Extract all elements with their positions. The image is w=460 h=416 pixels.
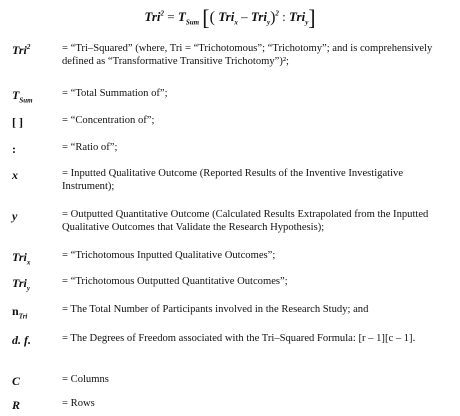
definition-text: = The Degrees of Freedom associated with the Tri–Squared Formula: [r – 1][c – 1]. (62, 333, 416, 344)
close-bracket: ] (308, 5, 316, 30)
definition-text: = Outputted Quantitative Outcome (Calculated Results Extrapolated from the Inputted Qualitative Outcomes that Validate the Research Hypothesis); (62, 209, 429, 233)
definition-text: = “Tri–Squared” (where, Tri = “Trichotomous”; “Trichotomy”; and is comprehensively defined as “Transformative Transitive Trichotomy”)²; (62, 43, 433, 67)
definition-symbol: C (12, 374, 21, 388)
open-bracket: [ (202, 5, 210, 30)
definition-text: = “Concentration of”; (62, 115, 155, 126)
close-paren: ) (270, 9, 276, 26)
formula-equals: = (167, 9, 175, 24)
definition-symbol: x (12, 168, 18, 182)
definition-text: = Rows (62, 398, 95, 409)
definition-symbol: Tri$^2$ (12, 43, 31, 57)
formula-sum: $T_{Sum}$ (177, 9, 200, 27)
definition-symbol: Tri$_y$ (12, 276, 30, 293)
definition-text: = “Ratio of”; (62, 142, 118, 153)
definition-symbol: Tri$_x$ (12, 250, 31, 267)
definition-symbol: : (12, 142, 16, 156)
formula-tri-x: Tri$_x$ (218, 9, 238, 27)
open-paren: ( (209, 9, 215, 26)
definition-text: = Inputted Qualitative Outcome (Reported Results of the Inventive Investigative Instrument); (62, 168, 404, 192)
formula-minus: – (241, 9, 248, 24)
definition-symbol: [ ] (12, 115, 23, 129)
formula-outer-exp: 2 (275, 9, 279, 18)
definition-symbol: d. f. (12, 333, 31, 347)
formula-ratio-colon: : (282, 9, 286, 24)
formula-tri-y: Tri$_y$ (250, 9, 271, 27)
definition-symbol: $n_{Tri}$ (12, 304, 28, 321)
definition-symbol: y (12, 209, 18, 223)
definition-symbol: R (12, 398, 21, 412)
definition-text: = The Total Number of Participants involved in the Research Study; and (62, 304, 369, 315)
definition-symbol: $T_{Sum}$ (12, 88, 33, 105)
definition-text: = “Total Summation of”; (62, 88, 168, 99)
definition-text: = “Trichotomous Inputted Qualitative Outcomes”; (62, 250, 276, 261)
definition-text: = Columns (62, 374, 109, 385)
tri-squared-formula (0, 5, 460, 31)
formula-lhs: Tri$^2$ (144, 9, 165, 24)
definition-text: = “Trichotomous Outputted Quantitative Outcomes”; (62, 276, 288, 287)
formula-ratio-tri-y: Tri$_y$ (289, 9, 309, 27)
